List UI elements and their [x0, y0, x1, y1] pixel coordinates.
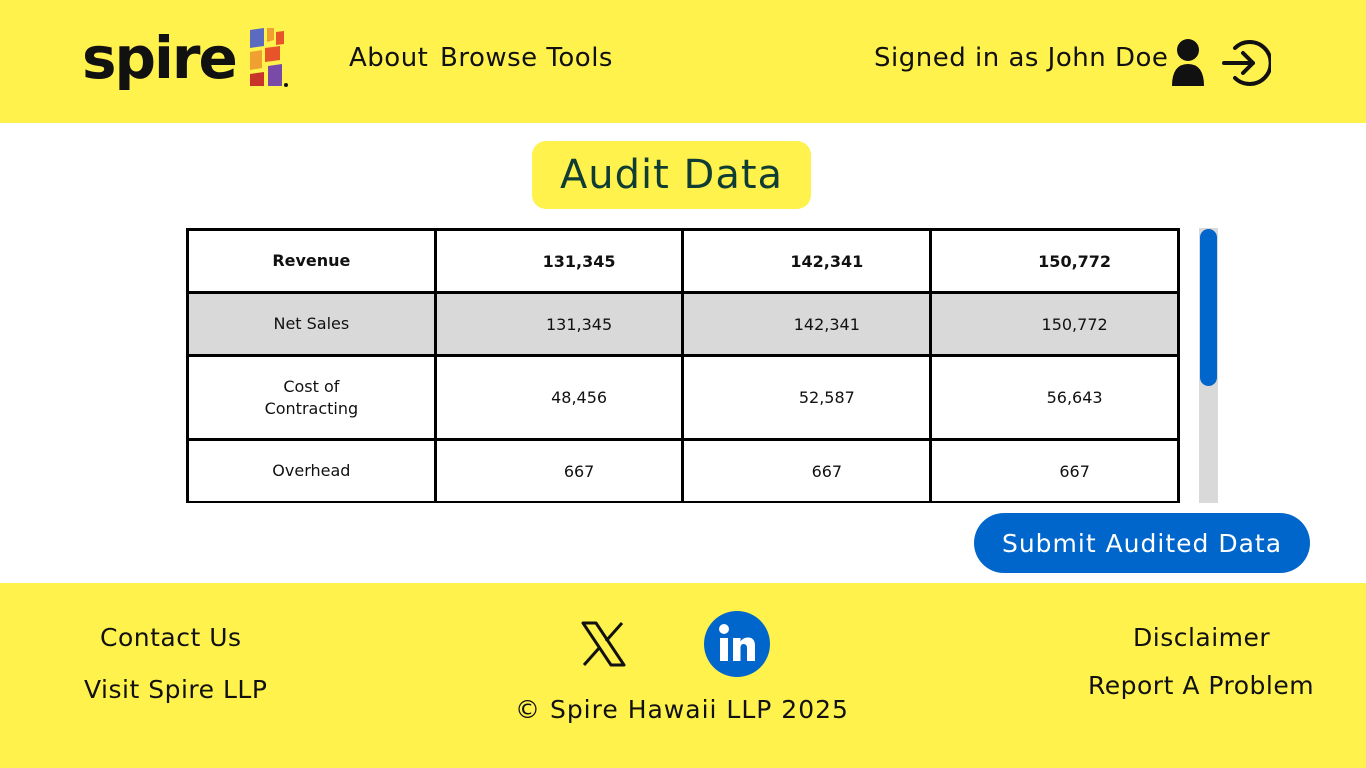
- table-cell: 131,345: [435, 293, 683, 356]
- table-row: [188, 440, 1179, 503]
- footer-contact-link[interactable]: Contact Us: [100, 623, 242, 652]
- table-cell: 142,341: [683, 230, 931, 293]
- page-title-pill: [532, 141, 811, 209]
- linkedin-icon[interactable]: [704, 611, 770, 677]
- audit-table-container: [186, 228, 1180, 503]
- nav-browse-tools[interactable]: Browse Tools: [440, 43, 613, 73]
- table-cell: 150,772: [931, 293, 1179, 356]
- user-icon[interactable]: [1170, 38, 1206, 88]
- row-label: Revenue: [188, 230, 436, 293]
- row-label: Overhead: [188, 440, 436, 503]
- table-cell: 667: [931, 440, 1179, 503]
- signed-in-label: Signed in as John Doe: [874, 43, 1169, 73]
- table-cell: 667: [683, 440, 931, 503]
- footer: [0, 583, 1366, 768]
- row-label: Net Sales: [188, 293, 436, 356]
- spire-logo[interactable]: [82, 24, 288, 104]
- footer-visit-link[interactable]: Visit Spire LLP: [84, 675, 268, 704]
- logo-mark-icon: [250, 28, 288, 88]
- page-title: Audit Data: [559, 152, 784, 198]
- table-cell: 48,456: [435, 356, 683, 440]
- copyright-text: © Spire Hawaii LLP 2025: [515, 695, 849, 724]
- table-cell: 142,341: [683, 293, 931, 356]
- table-cell: 52,587: [683, 356, 931, 440]
- submit-audited-data-button[interactable]: Submit Audited Data: [974, 513, 1310, 573]
- header: [0, 0, 1366, 123]
- audit-table: [186, 228, 1180, 503]
- sign-out-icon[interactable]: [1221, 38, 1271, 88]
- footer-report-problem-link[interactable]: Report A Problem: [1088, 671, 1315, 700]
- footer-disclaimer-link[interactable]: Disclaimer: [1133, 623, 1271, 652]
- x-icon[interactable]: [580, 621, 626, 667]
- table-cell: 667: [435, 440, 683, 503]
- logo-text: spire: [82, 24, 236, 92]
- table-cell: 131,345: [435, 230, 683, 293]
- table-cell: 56,643: [931, 356, 1179, 440]
- scrollbar-thumb[interactable]: [1200, 229, 1217, 386]
- table-row: [188, 230, 1179, 293]
- table-row: [188, 356, 1179, 440]
- table-row: [188, 293, 1179, 356]
- nav-about[interactable]: About: [349, 43, 429, 73]
- table-cell: 150,772: [931, 230, 1179, 293]
- row-label: Cost of Contracting: [188, 356, 436, 440]
